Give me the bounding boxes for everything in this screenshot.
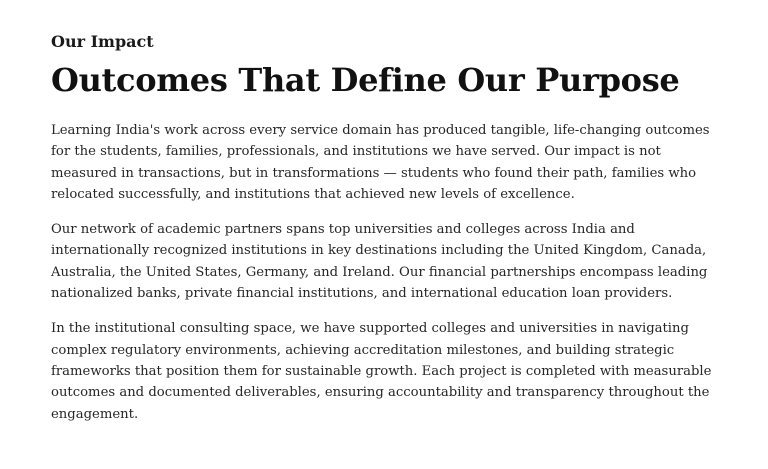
impact-section bbox=[51, 32, 731, 425]
paragraph-institutional-consulting: In the institutional consulting space, we have supported colleges and universities in navigating complex regulatory environments, achieving accreditation milestones, and building strategic frameworks that position them for sustainable growth. Each project is completed with measurable outcomes and documented deliverables, ensuring accountability and transparency throughout the engagement. bbox=[51, 321, 712, 422]
section-title: Outcomes That Define Our Purpose bbox=[51, 61, 680, 99]
paragraph-outcomes: Learning India's work across every service domain has produced tangible, life-changing outcomes for the students, families, professionals, and institutions we have served. Our impact is not measured in transactions, but in transformations — students who found their path, families who relocated successfully, and institutions that achieved new levels of excellence. bbox=[51, 123, 710, 202]
paragraph-partners: Our network of academic partners spans top universities and colleges across India and internationally recognized institutions in key destinations including the United Kingdom, Canada, Australia, the United States, Germany, and Ireland. Our financial partnerships encompass leading nationalized banks, private financial institutions, and international education loan providers. bbox=[51, 222, 708, 302]
section-eyebrow: Our Impact bbox=[51, 32, 154, 51]
